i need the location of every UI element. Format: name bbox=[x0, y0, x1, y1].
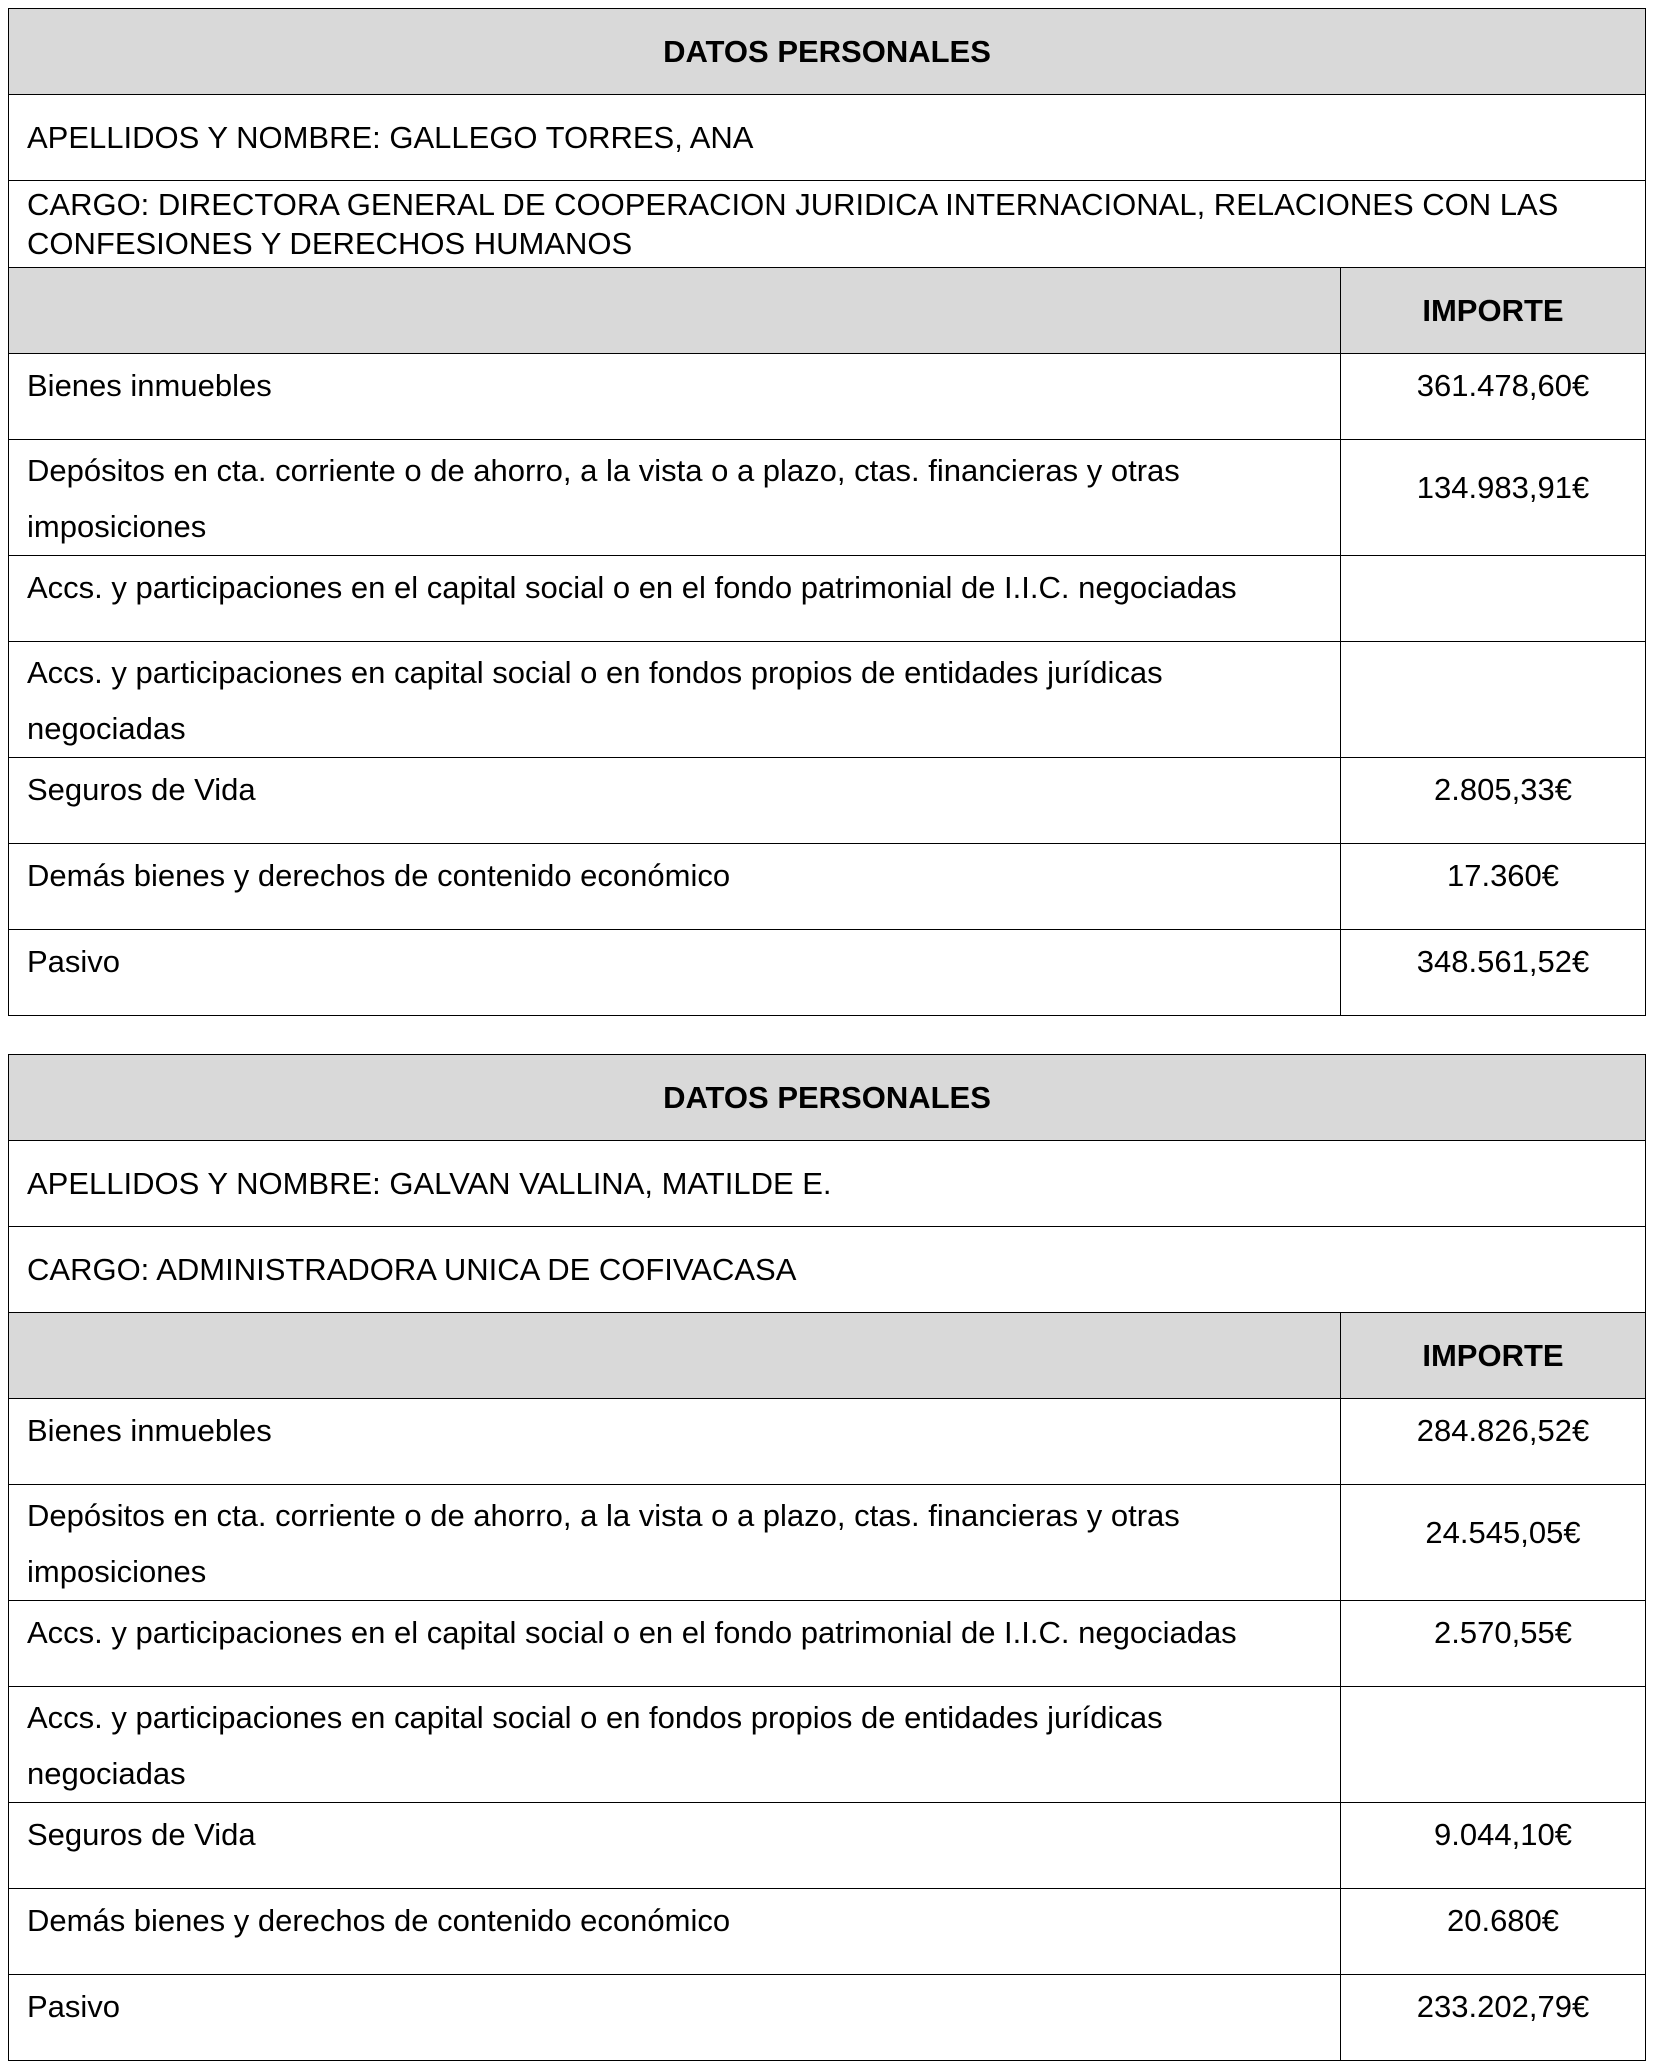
name-text: APELLIDOS Y NOMBRE: GALVAN VALLINA, MATILDE E. bbox=[27, 1166, 832, 1201]
row-label: Bienes inmuebles bbox=[9, 1399, 1341, 1484]
table-row bbox=[9, 1600, 1645, 1686]
row-label: Demás bienes y derechos de contenido económico bbox=[9, 844, 1341, 929]
importe-header-row bbox=[9, 1312, 1645, 1398]
table-row bbox=[9, 1686, 1645, 1802]
row-value: 348.561,52€ bbox=[1416, 944, 1590, 979]
declaration-table-2 bbox=[8, 1054, 1646, 2061]
importe-header-row bbox=[9, 267, 1645, 353]
table-row bbox=[9, 353, 1645, 439]
declaration-table-1 bbox=[8, 8, 1646, 1016]
name-row bbox=[9, 94, 1645, 180]
row-label: Demás bienes y derechos de contenido económico bbox=[9, 1889, 1341, 1974]
concept-header-cell bbox=[9, 1313, 1341, 1398]
row-label: Accs. y participaciones en el capital social o en el fondo patrimonial de I.I.C. negociadas bbox=[9, 556, 1341, 641]
row-value: 20.680€ bbox=[1446, 1903, 1560, 1938]
table-row bbox=[9, 1484, 1645, 1600]
row-value: 17.360€ bbox=[1446, 858, 1560, 893]
section-header-text: DATOS PERSONALES bbox=[663, 33, 991, 69]
cargo-text: CARGO: ADMINISTRADORA UNICA DE COFIVACASA bbox=[27, 1252, 797, 1287]
row-value: 2.805,33€ bbox=[1434, 772, 1572, 807]
cargo-text: CARGO: DIRECTORA GENERAL DE COOPERACION JURIDICA INTERNACIONAL, RELACIONES CON LAS CONFESIONES Y DERECHOS HUMANOS bbox=[27, 187, 1559, 261]
importe-header-cell: IMPORTE bbox=[1422, 292, 1564, 328]
row-value: 233.202,79€ bbox=[1416, 1989, 1590, 2024]
row-value bbox=[1341, 556, 1645, 641]
table-row bbox=[9, 641, 1645, 757]
table-row bbox=[9, 1888, 1645, 1974]
section-header bbox=[9, 1055, 1645, 1140]
section-header-text: DATOS PERSONALES bbox=[663, 1079, 991, 1115]
cargo-row bbox=[9, 1226, 1645, 1312]
row-value: 361.478,60€ bbox=[1416, 368, 1590, 403]
table-row bbox=[9, 439, 1645, 555]
row-label: Accs. y participaciones en capital social o en fondos propios de entidades jurídicas negociadas bbox=[9, 642, 1341, 757]
table-row bbox=[9, 1398, 1645, 1484]
row-label: Seguros de Vida bbox=[9, 758, 1341, 843]
row-value: 284.826,52€ bbox=[1416, 1413, 1590, 1448]
section-header bbox=[9, 9, 1645, 94]
table-row bbox=[9, 757, 1645, 843]
row-label: Bienes inmuebles bbox=[9, 354, 1341, 439]
concept-header-cell bbox=[9, 268, 1341, 353]
row-value: 9.044,10€ bbox=[1434, 1817, 1572, 1852]
row-label: Seguros de Vida bbox=[9, 1803, 1341, 1888]
table-row bbox=[9, 843, 1645, 929]
table-row bbox=[9, 1974, 1645, 2060]
row-value: 2.570,55€ bbox=[1434, 1615, 1572, 1650]
row-value: 134.983,91€ bbox=[1416, 470, 1590, 505]
row-label: Pasivo bbox=[9, 930, 1341, 1015]
row-label: Pasivo bbox=[9, 1975, 1341, 2060]
table-row bbox=[9, 1802, 1645, 1888]
row-value bbox=[1341, 642, 1645, 757]
row-label: Accs. y participaciones en el capital social o en el fondo patrimonial de I.I.C. negociadas bbox=[9, 1601, 1341, 1686]
table-row bbox=[9, 929, 1645, 1015]
row-label: Accs. y participaciones en capital social o en fondos propios de entidades jurídicas negociadas bbox=[9, 1687, 1341, 1802]
importe-header-cell: IMPORTE bbox=[1422, 1337, 1564, 1373]
row-value bbox=[1341, 1687, 1645, 1802]
table-row bbox=[9, 555, 1645, 641]
name-text: APELLIDOS Y NOMBRE: GALLEGO TORRES, ANA bbox=[27, 120, 754, 155]
cargo-row bbox=[9, 180, 1645, 267]
row-label: Depósitos en cta. corriente o de ahorro, a la vista o a plazo, ctas. financieras y otras imposiciones bbox=[9, 1485, 1341, 1600]
name-row bbox=[9, 1140, 1645, 1226]
row-value: 24.545,05€ bbox=[1425, 1515, 1581, 1550]
row-label: Depósitos en cta. corriente o de ahorro, a la vista o a plazo, ctas. financieras y otras imposiciones bbox=[9, 440, 1341, 555]
